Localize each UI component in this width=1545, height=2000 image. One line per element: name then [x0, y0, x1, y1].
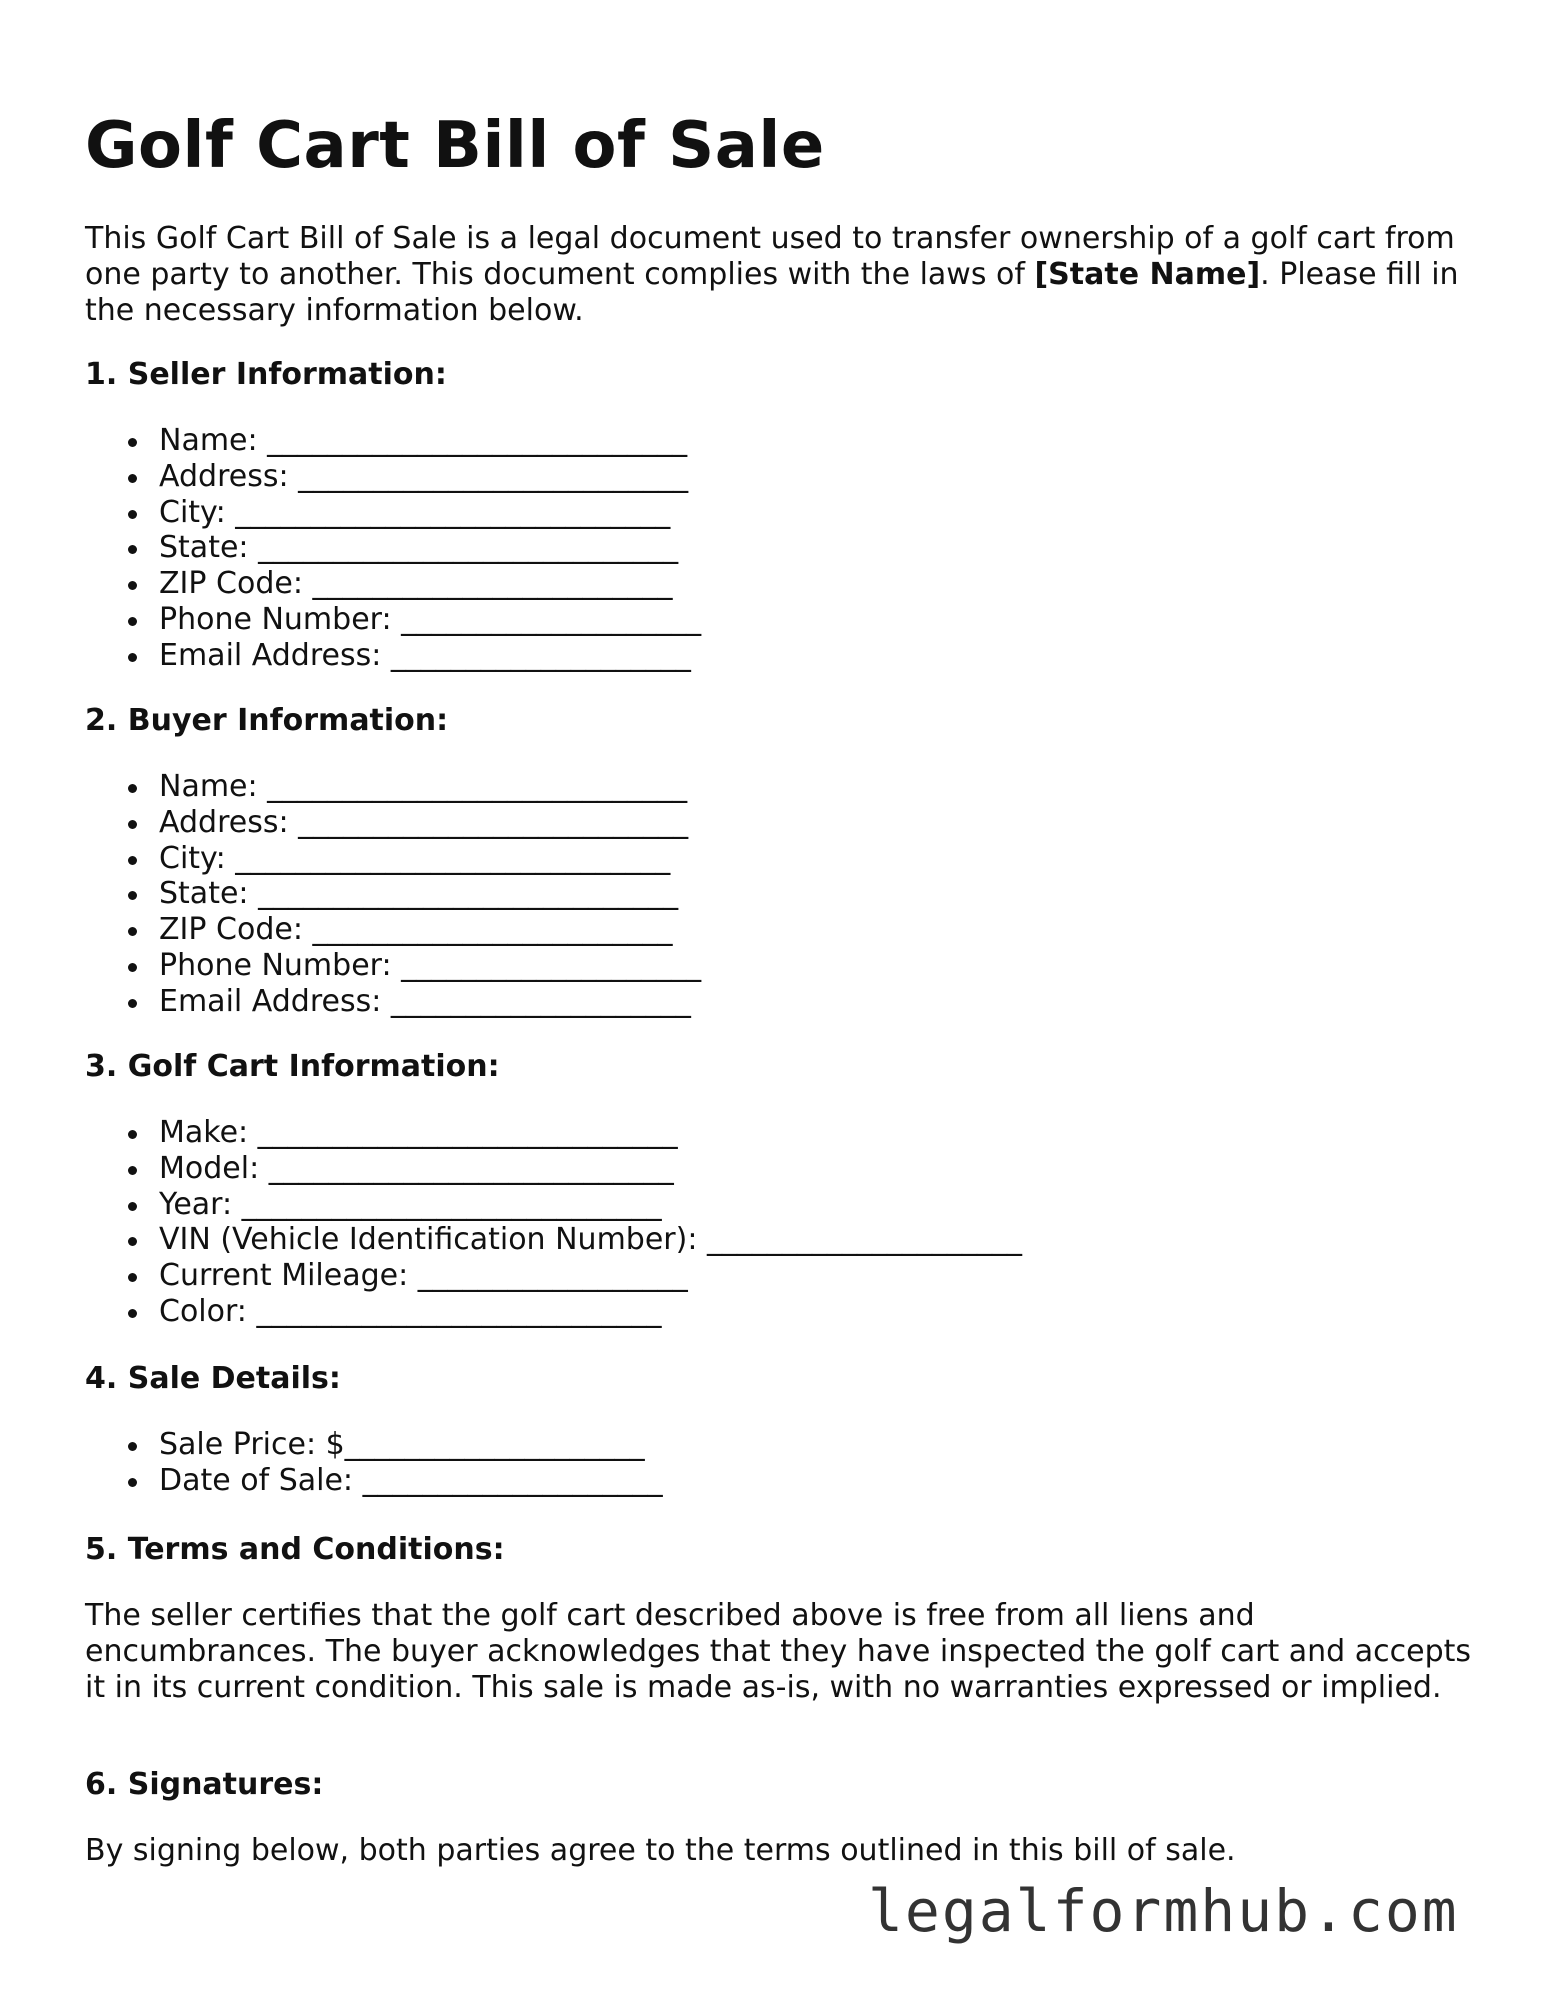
seller-fields-list [85, 423, 701, 674]
fill-in-blank[interactable]: ____________________ [401, 601, 702, 637]
seller-name-field [85, 423, 701, 459]
cart-fields-list [85, 1115, 1022, 1330]
document-title: Golf Cart Bill of Sale [85, 109, 825, 183]
field-label: Model: [159, 1150, 269, 1186]
fill-in-blank[interactable]: _____________________________ [235, 494, 671, 530]
field-label: Email Address: [159, 637, 391, 673]
field-label: Year: [159, 1186, 242, 1222]
terms-paragraph: The seller certifies that the golf cart described above is free from all liens and encumbrances. The buyer acknowledges that they have inspected the golf cart and accepts it in its current condition. This sale is made as-is, with no warranties expressed or implied. [85, 1598, 1472, 1705]
fill-in-blank[interactable]: ____________________ [362, 1462, 663, 1498]
field-label: Email Address: [159, 983, 391, 1019]
cart-year-field [85, 1187, 1022, 1223]
buyer-zip-field [85, 912, 701, 948]
intro-text-after: . Please fill in the necessary information below. [85, 257, 1459, 328]
field-label: Name: [159, 423, 268, 458]
fill-in-blank[interactable]: ________________________ [312, 566, 673, 602]
seller-address-field [85, 459, 701, 495]
seller-zip-field [85, 566, 701, 602]
field-label: Sale Price: $ [159, 1427, 345, 1462]
field-label: Make: [159, 1115, 258, 1150]
buyer-email-field [85, 984, 701, 1020]
field-label: State: [159, 530, 259, 566]
fill-in-blank[interactable]: ____________________________ [258, 530, 679, 566]
buyer-fields-list [85, 769, 701, 1020]
buyer-address-field [85, 805, 701, 841]
field-label: ZIP Code: [159, 566, 313, 602]
seller-state-field [85, 530, 701, 566]
state-name-placeholder: [State Name] [1034, 257, 1261, 292]
terms-section-heading: 5. Terms and Conditions: [85, 1532, 505, 1567]
cart-vin-field [85, 1222, 1022, 1258]
seller-email-field [85, 638, 701, 674]
field-label: City: [159, 840, 236, 876]
sale-date-field [85, 1463, 663, 1499]
buyer-city-field [85, 841, 701, 877]
seller-section-heading: 1. Seller Information: [85, 357, 447, 392]
seller-phone-field [85, 602, 701, 638]
field-label: Address: [159, 458, 299, 494]
fill-in-blank[interactable]: ____________________ [390, 983, 691, 1019]
sale-price-field [85, 1427, 663, 1463]
buyer-section-heading: 2. Buyer Information: [85, 703, 449, 738]
field-label: Phone Number: [159, 947, 402, 983]
seller-city-field [85, 495, 701, 531]
buyer-name-field [85, 769, 701, 805]
field-label: Address: [159, 804, 299, 840]
signatures-section-heading: 6. Signatures: [85, 1767, 324, 1802]
fill-in-blank[interactable]: ___________________________ [256, 1293, 662, 1329]
cart-section-heading: 3. Golf Cart Information: [85, 1049, 500, 1084]
sale-section-heading: 4. Sale Details: [85, 1361, 341, 1396]
fill-in-blank[interactable]: __________________ [417, 1258, 688, 1294]
cart-color-field [85, 1294, 1022, 1330]
signatures-paragraph: By signing below, both parties agree to the terms outlined in this bill of sale. [85, 1833, 1236, 1868]
field-label: City: [159, 494, 236, 530]
fill-in-blank[interactable]: ____________________________ [257, 1115, 678, 1150]
cart-mileage-field [85, 1258, 1022, 1294]
field-label: Date of Sale: [159, 1462, 363, 1498]
cart-make-field [85, 1115, 1022, 1151]
fill-in-blank[interactable]: ____________________ [344, 1427, 645, 1462]
fill-in-blank[interactable]: __________________________ [298, 458, 689, 494]
fill-in-blank[interactable]: __________________________ [298, 804, 689, 840]
fill-in-blank[interactable]: _____________________ [706, 1222, 1022, 1258]
field-label: ZIP Code: [159, 912, 313, 948]
fill-in-blank[interactable]: _____________________________ [235, 840, 671, 876]
fill-in-blank[interactable]: ____________________ [401, 947, 702, 983]
intro-text-before: This Golf Cart Bill of Sale is a legal document used to transfer ownership of a golf cart from one party to another. This document complies with the laws of [85, 221, 1455, 292]
field-label: Name: [159, 769, 268, 804]
fill-in-blank[interactable]: ___________________________ [268, 1150, 674, 1186]
fill-in-blank[interactable]: ____________________________ [241, 1186, 662, 1222]
fill-in-blank[interactable]: ____________________ [390, 637, 691, 673]
fill-in-blank[interactable]: ____________________________ [258, 876, 679, 912]
fill-in-blank[interactable]: ____________________________ [267, 769, 688, 804]
buyer-state-field [85, 876, 701, 912]
sale-fields-list [85, 1427, 663, 1499]
fill-in-blank[interactable]: ________________________ [312, 912, 673, 948]
buyer-phone-field [85, 948, 701, 984]
intro-paragraph [85, 221, 1485, 329]
legalformhub-watermark: legalformhub.com [868, 1877, 1459, 1945]
fill-in-blank[interactable]: ____________________________ [267, 423, 688, 458]
field-label: VIN (Vehicle Identification Number): [159, 1222, 707, 1258]
field-label: Current Mileage: [159, 1258, 418, 1294]
field-label: State: [159, 876, 259, 912]
field-label: Color: [159, 1293, 257, 1329]
field-label: Phone Number: [159, 601, 402, 637]
cart-model-field [85, 1151, 1022, 1187]
